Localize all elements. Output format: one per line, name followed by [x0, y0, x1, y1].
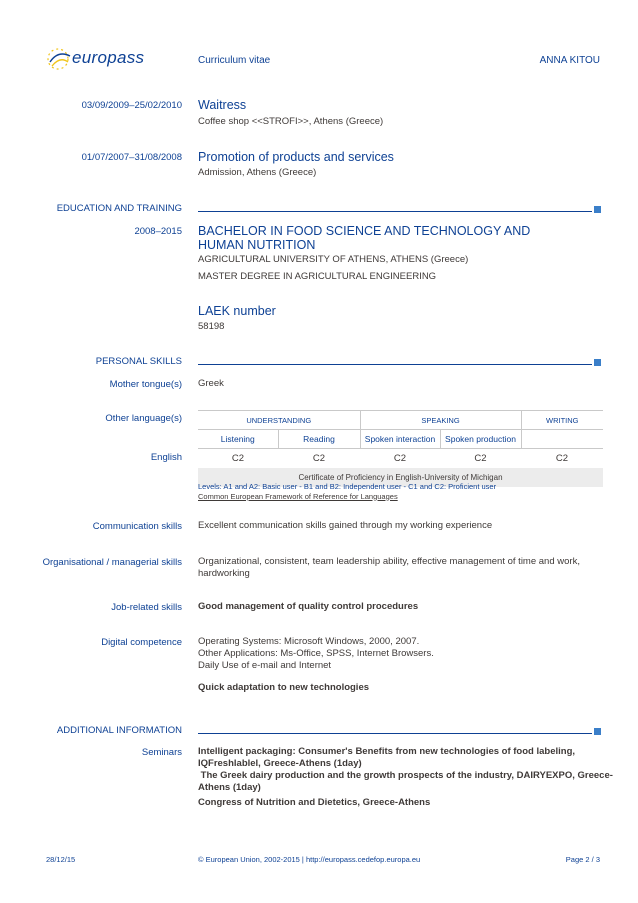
- digital-line1: Operating Systems: Microsoft Windows, 2000, 2007.: [198, 636, 420, 647]
- europass-logo: [44, 44, 144, 74]
- seminar-line4: Athens (1day): [198, 782, 261, 793]
- writing-subheader: [521, 430, 603, 449]
- digital-label: Digital competence: [101, 637, 182, 648]
- other-languages-label: Other language(s): [105, 413, 182, 424]
- job-skills-value: Good management of quality control procedures: [198, 601, 419, 612]
- organisational-label: Organisational / managerial skills: [42, 557, 182, 568]
- listening-header: Listening: [198, 430, 278, 449]
- seminar-line5: Congress of Nutrition and Dietetics, Greece-Athens: [198, 797, 431, 808]
- digital-line3: Daily Use of e-mail and Internet: [198, 660, 332, 671]
- work-dates-2: 01/07/2007–31/08/2008: [81, 152, 182, 163]
- digital-bold: Quick adaptation to new technologies: [198, 682, 370, 693]
- level-spoken-production: C2: [474, 452, 487, 464]
- work-title-2: Promotion of products and services: [198, 150, 394, 164]
- work-title-1: Waitress: [198, 98, 247, 112]
- organisational-line2: hardworking: [198, 568, 250, 579]
- reading-header: Reading: [278, 430, 360, 449]
- level-writing: C2: [555, 452, 569, 464]
- laek-title: LAEK number: [198, 304, 276, 318]
- mother-tongue-value: Greek: [198, 378, 224, 389]
- language-name: English: [150, 452, 182, 463]
- level-spoken-interaction: C2: [393, 452, 407, 464]
- communication-label: Communication skills: [92, 521, 182, 532]
- additional-section-label: ADDITIONAL INFORMATION: [56, 725, 182, 736]
- job-skills-label: Job-related skills: [111, 602, 182, 613]
- section-square: [594, 359, 601, 366]
- speaking-header: SPEAKING: [360, 411, 521, 430]
- section-square: [594, 728, 601, 735]
- section-divider: [198, 733, 592, 734]
- doc-title: Curriculum vitae: [198, 55, 271, 66]
- levels-note-block: [198, 482, 496, 501]
- section-divider: [198, 364, 592, 365]
- education-extra: MASTER DEGREE IN AGRICULTURAL ENGINEERING: [198, 271, 437, 282]
- mother-tongue-label: Mother tongue(s): [109, 379, 182, 390]
- europass-stars-icon: [44, 44, 74, 74]
- communication-value: Excellent communication skills gained through my working experience: [198, 520, 493, 531]
- level-reading: C2: [312, 452, 326, 464]
- spoken-interaction-header: Spoken interaction: [360, 430, 440, 449]
- organisational-line1: Organizational, consistent, team leadership ability, effective management of time and work,: [198, 556, 580, 567]
- education-section-label: EDUCATION AND TRAINING: [56, 203, 182, 214]
- footer-copyright[interactable]: © European Union, 2002-2015 | http://europass.cedefop.europa.eu: [198, 855, 421, 864]
- language-certificate: Certificate of Proficiency in English-University of Michigan: [198, 468, 603, 487]
- person-name: ANNA KITOU: [539, 55, 600, 66]
- seminar-line2: IQFreshlablel, Greece-Athens (1day): [198, 758, 362, 769]
- education-dates: 2008–2015: [134, 226, 182, 237]
- seminars-label: Seminars: [141, 747, 182, 758]
- footer-date: 28/12/15: [46, 855, 76, 864]
- education-title-line1: BACHELOR IN FOOD SCIENCE AND TECHNOLOGY AND: [198, 224, 531, 238]
- work-dates-1: 03/09/2009–25/02/2010: [81, 100, 182, 111]
- education-title-line2: HUMAN NUTRITION: [198, 238, 316, 252]
- work-detail-2: Admission, Athens (Greece): [198, 167, 317, 178]
- work-detail-1: Coffee shop <<STROFI>>, Athens (Greece): [198, 116, 384, 127]
- section-square: [594, 206, 601, 213]
- logo-text: europass: [72, 48, 145, 67]
- personal-skills-section-label: PERSONAL SKILLS: [95, 356, 182, 367]
- seminar-line1: Intelligent packaging: Consumer's Benefits from new technologies of food labeling,: [198, 746, 576, 757]
- seminar-line3: The Greek dairy production and the growth prospects of the industry, DAIRYEXPO, Greece-: [198, 770, 613, 781]
- understanding-header: UNDERSTANDING: [198, 411, 360, 430]
- writing-header: WRITING: [521, 411, 603, 430]
- cefr-link[interactable]: Common European Framework of Reference for Languages: [198, 491, 398, 501]
- levels-note: Levels: A1 and A2: Basic user - B1 and B2: Independent user - C1 and C2: Proficient user: [198, 482, 497, 491]
- footer-page: Page 2 / 3: [565, 855, 600, 864]
- laek-value: 58198: [198, 321, 225, 332]
- section-divider: [198, 211, 592, 212]
- language-table: [198, 410, 603, 487]
- level-listening: C2: [231, 452, 245, 464]
- spoken-production-header: Spoken production: [440, 430, 521, 449]
- education-institution: AGRICULTURAL UNIVERSITY OF ATHENS, ATHENS (Greece): [198, 254, 469, 265]
- digital-line2: Other Applications: Ms-Office, SPSS, Internet Browsers.: [198, 648, 434, 659]
